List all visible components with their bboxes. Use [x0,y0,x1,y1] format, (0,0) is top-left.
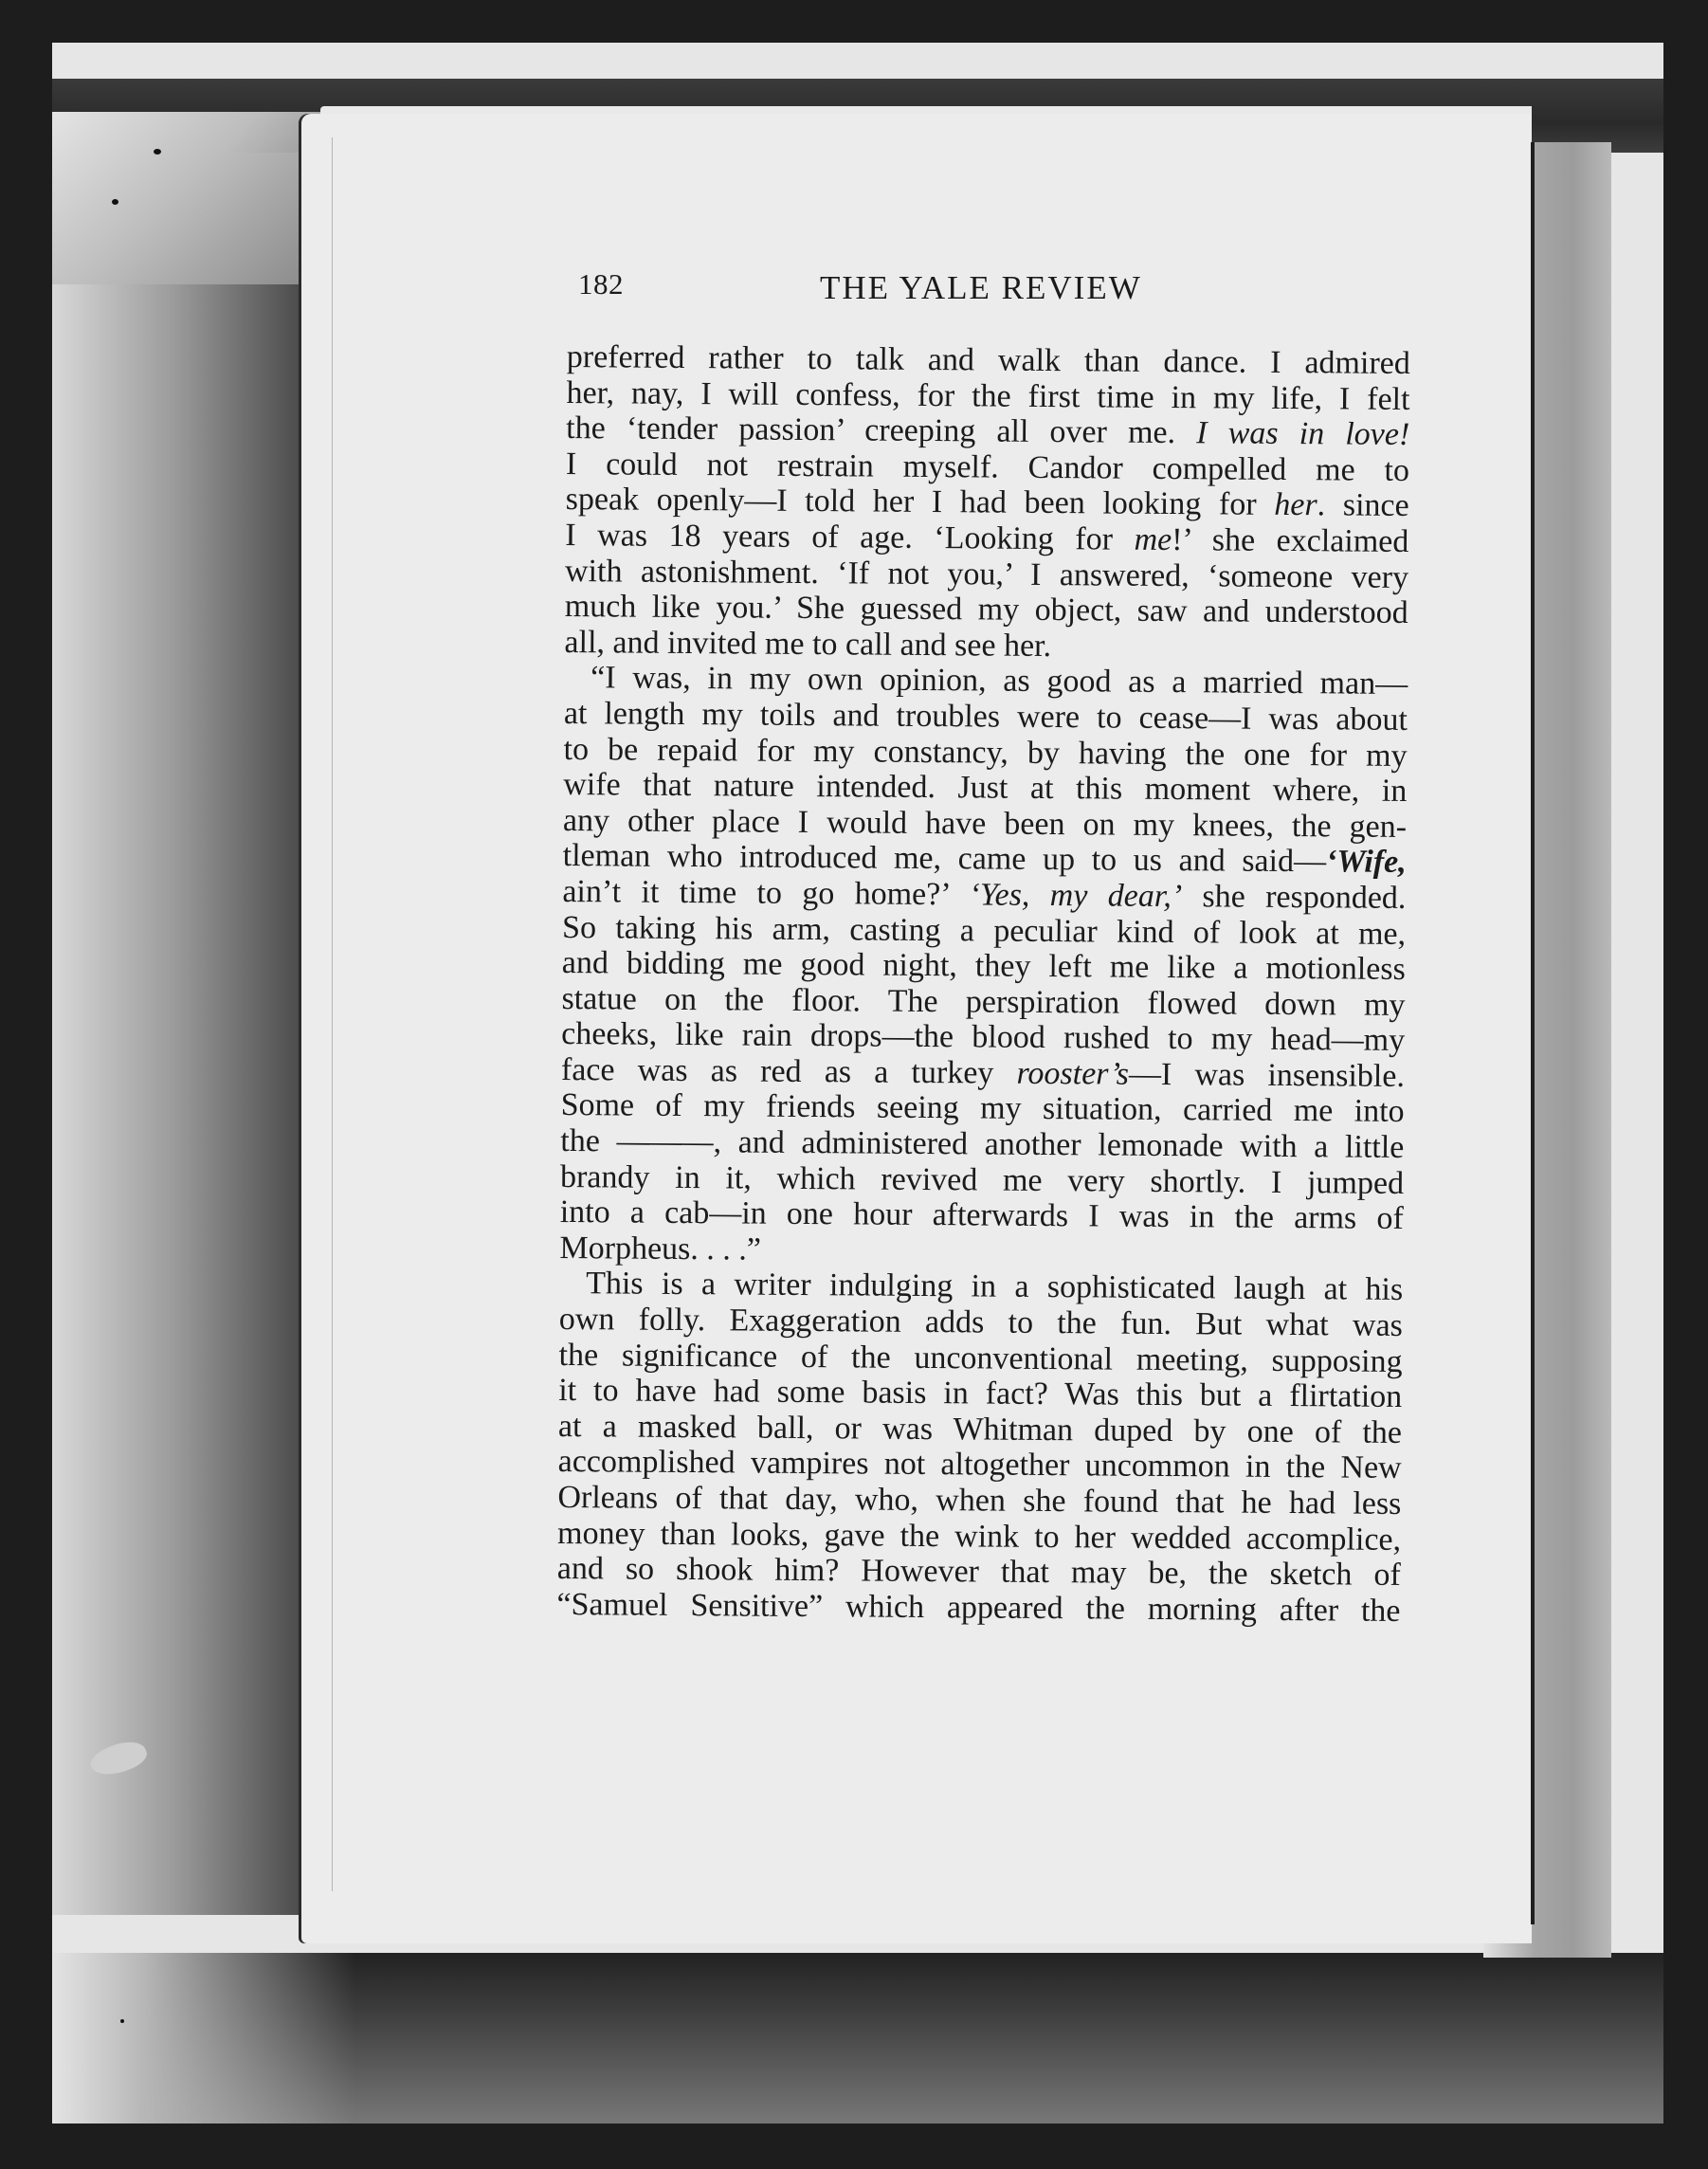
text-run: to be repaid for my constancy, by having the one for my [563,731,1408,774]
dust-speck [120,2019,124,2023]
page-fold-line [332,137,333,1891]
emphasized-text: ‘Wife, [1325,844,1407,881]
text-run: So taking his arm, casting a peculiar kind of look at me, [561,909,1407,952]
emphasized-text: me [1134,521,1172,557]
text-run: accomplished vampires not altogether uncommon in the New [557,1444,1402,1486]
text-run: the significance of the unconventional meeting, supposing [558,1337,1403,1379]
text-run: “I was, in my own opinion, as good as a married man— [591,660,1408,702]
text-run: face was as red as a turkey [560,1051,1017,1091]
text-run: at length my toils and troubles were to cease—I was about [563,695,1408,738]
text-line [556,1587,1400,1630]
text-run: her, nay, I will confess, for the first time in my life, I felt [566,374,1410,417]
dust-speck [112,199,118,205]
text-run: I was 18 years of age. ‘Looking for [565,517,1135,557]
text-run: !’ she exclaimed [1172,521,1409,559]
text-run: ain’t it time to go home?’ [562,873,970,913]
emphasized-text: her [1274,487,1317,523]
text-run: with astonishment. ‘If not you,’ I answered, ‘someone very [564,553,1409,595]
text-run: Orleans of that day, who, when she found that he had less [557,1479,1402,1522]
text-run: This is a writer indulging in a sophisticated laugh at his [586,1266,1404,1308]
text-run: she responded. [1181,879,1407,916]
text-run: all, and invited me to call and see her. [564,624,1052,664]
text-run: cheeks, like rain drops—the blood rushed to my head—my [561,1016,1406,1059]
text-run: . since [1317,487,1409,524]
text-run: the ———, and administered another lemonade with a little [560,1123,1405,1166]
text-run: own folly. Exaggeration adds to the fun. But what was [558,1302,1404,1343]
text-run: at a masked ball, or was Whitman duped by one of the [557,1408,1403,1450]
text-run: and so shook him? However that may be, the sketch of [556,1551,1401,1594]
text-run: it to have had some basis in fact? Was this but a flirtation [558,1373,1403,1415]
text-run: into a cab—in one hour afterwards I was in the arms of [559,1194,1404,1237]
text-run: preferred rather to talk and walk than dance. I admired [566,339,1410,381]
text-run: money than looks, gave the wink to her wedded accomplice, [556,1515,1402,1558]
book-gutter-line [1531,142,1535,1924]
text-run: wife that nature intended. Just at this moment where, in [563,767,1408,810]
text-run: Some of my friends seeing my situation, carried me into [560,1087,1405,1130]
text-run: the ‘tender passion’ creeping all over me. [566,410,1197,451]
text-run: statue on the floor. The perspiration flowed down my [561,980,1406,1023]
emphasized-text: I was in love! [1196,415,1410,453]
page-number: 182 [578,267,624,301]
body-text [556,339,1410,1629]
bottom-left-fade [52,1953,355,2123]
text-run: tleman who introduced me, came up to us and said— [562,838,1327,880]
text-run: I could not restrain myself. Candor compelled me to [565,446,1410,488]
text-run: much like you.’ She guessed my object, saw and understood [564,589,1408,631]
text-run: and bidding me good night, they left me like a motionless [561,945,1406,988]
text-run: —I was insensible. [1128,1056,1406,1094]
dust-speck [154,149,161,155]
running-title: THE YALE REVIEW [820,269,1142,306]
text-run: “Samuel Sensitive” which appeared the morning after the [556,1586,1401,1629]
text-run: any other place I would have been on my knees, the gen- [562,802,1408,845]
emphasized-text: ‘Yes, my dear,’ [969,877,1183,915]
text-run: brandy in it, which revived me very shortly. I jumped [559,1158,1405,1201]
page-header [578,267,1431,315]
emphasized-text: rooster’s [1016,1055,1130,1092]
text-run: speak openly—I told her I had been looking for [565,482,1275,523]
text-run: Morpheus. . . .” [559,1230,762,1267]
left-shadow-band [52,284,327,1915]
